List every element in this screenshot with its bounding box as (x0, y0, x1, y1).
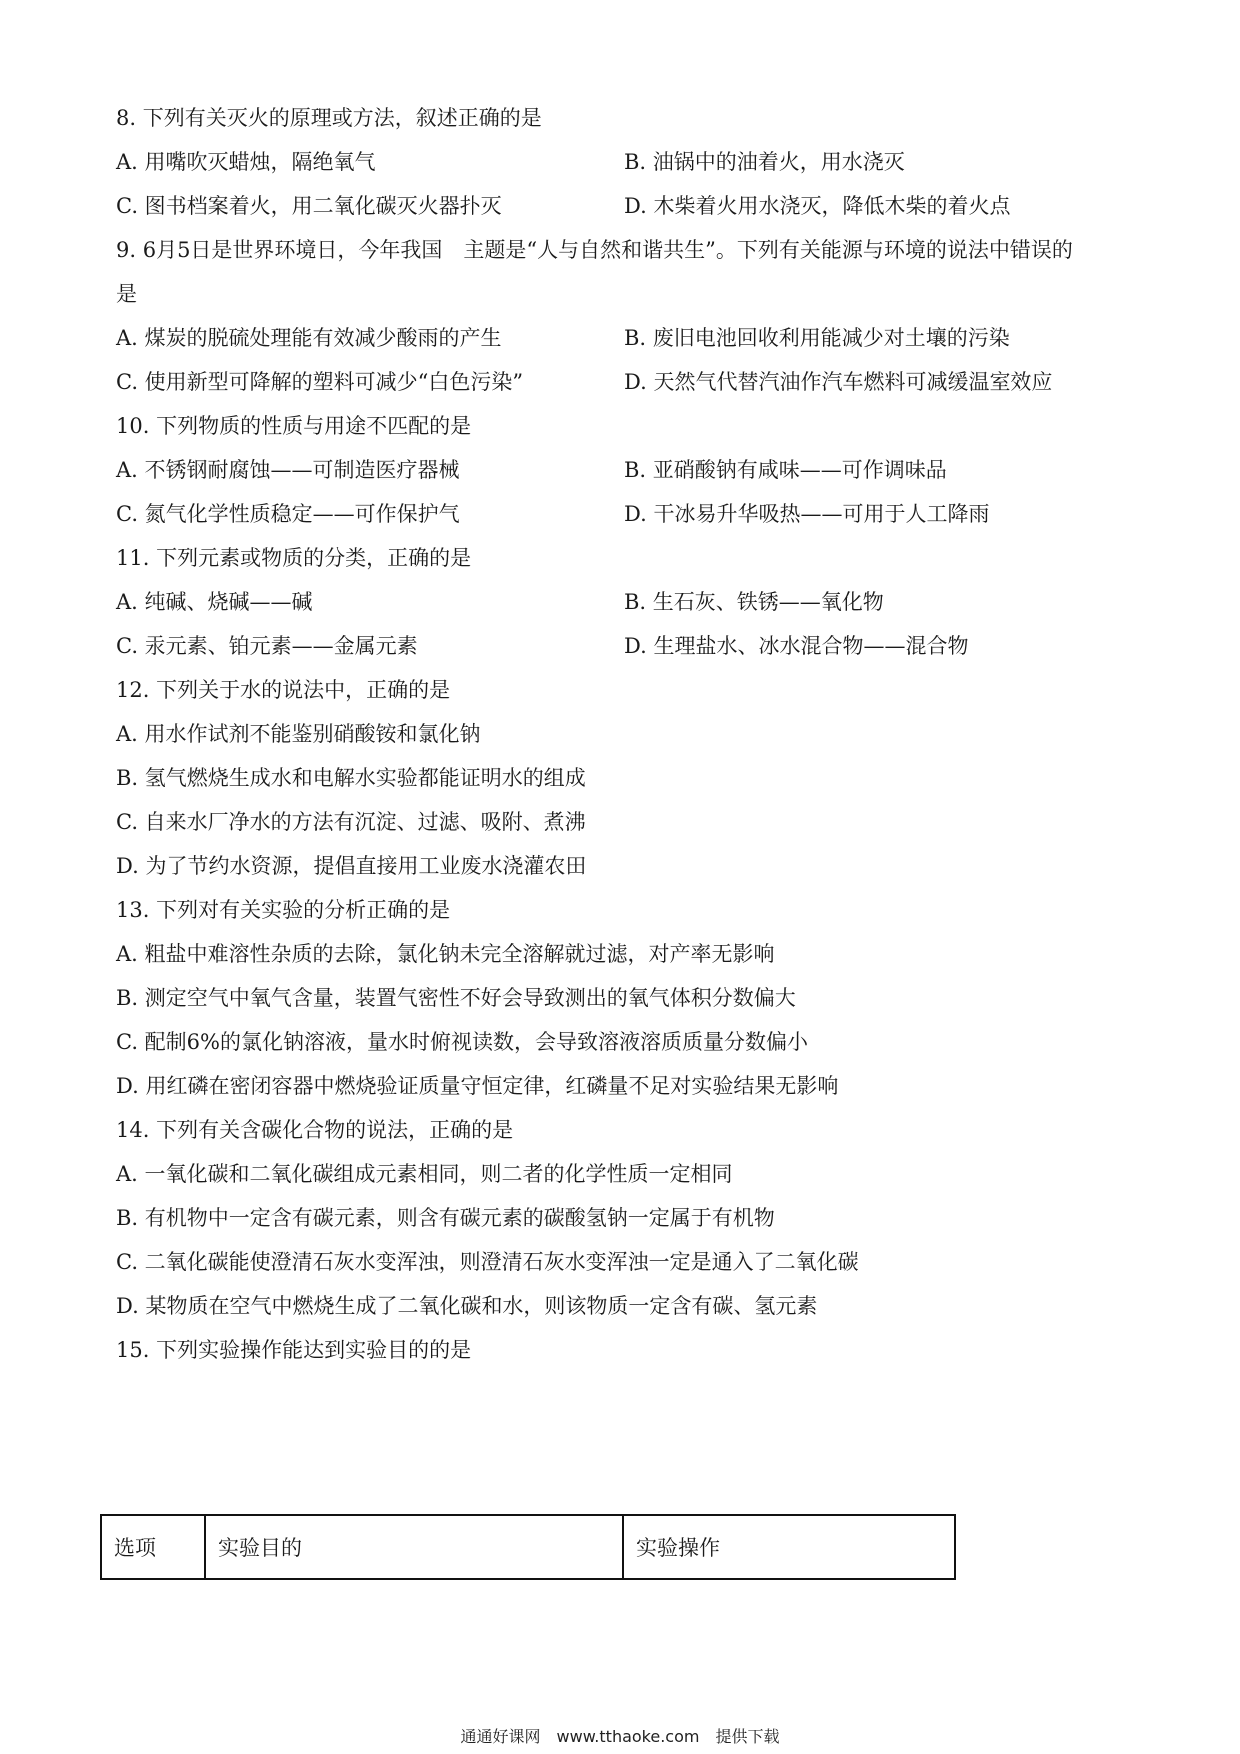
question-10-option-b: B. 亚硝酸钠有咸味——可作调味品 (624, 458, 947, 482)
question-9-option-d: D. 天然气代替汽油作汽车燃料可减缓温室效应 (624, 370, 1053, 394)
question-10-option-c: C. 氮气化学性质稳定——可作保护气 (116, 502, 460, 526)
question-8-option-a: A. 用嘴吹灭蜡烛，隔绝氧气 (116, 150, 376, 174)
page-footer: 通通好课网 www.tthaoke.com 提供下载 (460, 1727, 780, 1746)
table-header-operation: 实验操作 (623, 1515, 955, 1579)
question-8-option-b: B. 油锅中的油着火，用水浇灭 (624, 150, 905, 174)
table-header-purpose: 实验目的 (205, 1515, 623, 1579)
question-9-option-a: A. 煤炭的脱硫处理能有效减少酸雨的产生 (116, 326, 502, 350)
question-12-option-b: B. 氢气燃烧生成水和电解水实验都能证明水的组成 (116, 766, 586, 790)
table-header-option: 选项 (101, 1515, 205, 1579)
question-13-option-a: A. 粗盐中难溶性杂质的去除，氯化钠未完全溶解就过滤，对产率无影响 (116, 942, 775, 966)
question-10-option-d: D. 干冰易升华吸热——可用于人工降雨 (624, 502, 990, 526)
question-13-option-c: C. 配制6%的氯化钠溶液，量水时俯视读数，会导致溶液溶质质量分数偏小 (116, 1030, 808, 1054)
question-11-option-b: B. 生石灰、铁锈——氧化物 (624, 590, 884, 614)
question-11-option-d: D. 生理盐水、冰水混合物——混合物 (624, 634, 969, 658)
question-9-stem-line1: 9. 6月5日是世界环境日，今年我国 主题是“人与自然和谐共生”。下列有关能源与环境的说法中错误的 (116, 238, 1073, 262)
question-12-option-d: D. 为了节约水资源，提倡直接用工业废水浇灌农田 (116, 854, 587, 878)
question-11-option-a: A. 纯碱、烧碱——碱 (116, 590, 313, 614)
question-14-option-b: B. 有机物中一定含有碳元素，则含有碳元素的碳酸氢钠一定属于有机物 (116, 1206, 775, 1230)
question-8-stem: 8. 下列有关灭火的原理或方法，叙述正确的是 (116, 106, 542, 130)
question-10-stem: 10. 下列物质的性质与用途不匹配的是 (116, 414, 472, 438)
question-13-option-b: B. 测定空气中氧气含量，装置气密性不好会导致测出的氧气体积分数偏大 (116, 986, 796, 1010)
question-14-option-a: A. 一氧化碳和二氧化碳组成元素相同，则二者的化学性质一定相同 (116, 1162, 733, 1186)
question-9-stem-line2: 是 (116, 282, 137, 306)
question-14-option-d: D. 某物质在空气中燃烧生成了二氧化碳和水，则该物质一定含有碳、氢元素 (116, 1294, 818, 1318)
question-12-stem: 12. 下列关于水的说法中，正确的是 (116, 678, 451, 702)
question-12-option-a: A. 用水作试剂不能鉴别硝酸铵和氯化钠 (116, 722, 481, 746)
question-15-stem: 15. 下列实验操作能达到实验目的的是 (116, 1338, 472, 1362)
experiment-table (100, 1514, 956, 1580)
question-13-option-d: D. 用红磷在密闭容器中燃烧验证质量守恒定律，红磷量不足对实验结果无影响 (116, 1074, 839, 1098)
question-14-option-c: C. 二氧化碳能使澄清石灰水变浑浊，则澄清石灰水变浑浊一定是通入了二氧化碳 (116, 1250, 859, 1274)
question-13-stem: 13. 下列对有关实验的分析正确的是 (116, 898, 451, 922)
question-8-option-c: C. 图书档案着火，用二氧化碳灭火器扑灭 (116, 194, 502, 218)
question-11-stem: 11. 下列元素或物质的分类，正确的是 (116, 546, 472, 570)
question-14-stem: 14. 下列有关含碳化合物的说法，正确的是 (116, 1118, 514, 1142)
question-11-option-c: C. 汞元素、铂元素——金属元素 (116, 634, 418, 658)
question-9-option-c: C. 使用新型可降解的塑料可减少“白色污染” (116, 370, 524, 394)
question-10-option-a: A. 不锈钢耐腐蚀——可制造医疗器械 (116, 458, 460, 482)
question-12-option-c: C. 自来水厂净水的方法有沉淀、过滤、吸附、煮沸 (116, 810, 586, 834)
question-9-option-b: B. 废旧电池回收利用能减少对土壤的污染 (624, 326, 1010, 350)
table-header-row (101, 1515, 955, 1579)
question-8-option-d: D. 木柴着火用水浇灭，降低木柴的着火点 (624, 194, 1011, 218)
